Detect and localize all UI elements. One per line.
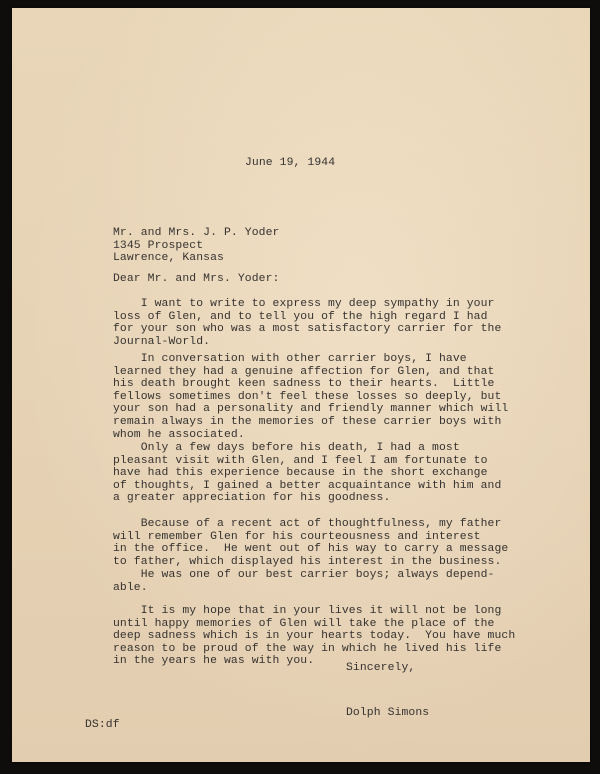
address-line: Mr. and Mrs. J. P. Yoder bbox=[113, 227, 280, 239]
paragraph-line: It is my hope that in your lives it will not be long bbox=[113, 605, 502, 617]
paragraph-5 bbox=[113, 569, 553, 594]
paragraph-3 bbox=[113, 442, 553, 505]
paragraph-line: his death brought keen sadness to their hearts. Little bbox=[113, 378, 495, 391]
letter-page bbox=[12, 8, 590, 762]
paragraph-line: loss of Glen, and to tell you of the high regard I had bbox=[113, 310, 488, 323]
paragraph-line: pleasant visit with Glen, and I feel I am fortunate to bbox=[113, 454, 488, 467]
paragraph-line: in the years he was with you. bbox=[113, 655, 315, 668]
paragraph-line: He was one of our best carrier boys; always depend- bbox=[113, 569, 495, 581]
paragraph-line: to father, which displayed his interest in the business. bbox=[113, 555, 502, 568]
paragraph-line: until happy memories of Glen will take the place of the bbox=[113, 617, 495, 630]
paragraph-line: Because of a recent act of thoughtfulness, my father bbox=[113, 518, 502, 530]
paragraph-line: In conversation with other carrier boys, I have bbox=[113, 353, 467, 365]
address-line: 1345 Prospect bbox=[113, 239, 204, 252]
paragraph-line: for your son who was a most satisfactory carrier for the bbox=[113, 323, 502, 336]
paragraph-1 bbox=[113, 298, 553, 348]
paragraph-line: whom he associated. bbox=[113, 428, 245, 441]
salutation: Dear Mr. and Mrs. Yoder: bbox=[113, 273, 280, 285]
paragraph-line: have had this experience because in the short exchange bbox=[113, 467, 488, 480]
typist-initials: DS:df bbox=[85, 719, 120, 731]
paragraph-line: reason to be proud of the way in which he lived his life bbox=[113, 642, 502, 655]
signature-name: Dolph Simons bbox=[346, 707, 430, 719]
paragraph-line: I want to write to express my deep sympathy in your bbox=[113, 298, 495, 310]
closing: Sincerely, bbox=[346, 662, 416, 674]
paragraph-line: able. bbox=[113, 581, 148, 594]
address-line: Lawrence, Kansas bbox=[113, 252, 224, 265]
letter-date: June 19, 1944 bbox=[245, 157, 336, 169]
paragraph-line: of thoughts, I gained a better acquaintance with him and bbox=[113, 479, 502, 492]
paragraph-line: Journal-World. bbox=[113, 335, 211, 348]
paragraph-4 bbox=[113, 518, 553, 568]
paragraph-line: Only a few days before his death, I had a most bbox=[113, 442, 460, 454]
paragraph-line: learned they had a genuine affection for Glen, and that bbox=[113, 365, 495, 378]
paragraph-line: in the office. He went out of his way to carry a message bbox=[113, 543, 509, 556]
paragraph-line: a greater appreciation for his goodness. bbox=[113, 492, 391, 505]
paragraph-2 bbox=[113, 353, 553, 441]
recipient-address bbox=[113, 227, 279, 265]
paragraph-line: deep sadness which is in your hearts today. You have much bbox=[113, 630, 516, 643]
paragraph-line: will remember Glen for his courteousness and interest bbox=[113, 530, 481, 543]
paragraph-line: your son had a personality and friendly manner which will bbox=[113, 403, 509, 416]
paragraph-line: remain always in the memories of these carrier boys with bbox=[113, 415, 502, 428]
paragraph-line: fellows sometimes don't feel these losses so deeply, but bbox=[113, 390, 502, 403]
paragraph-6 bbox=[113, 605, 553, 668]
